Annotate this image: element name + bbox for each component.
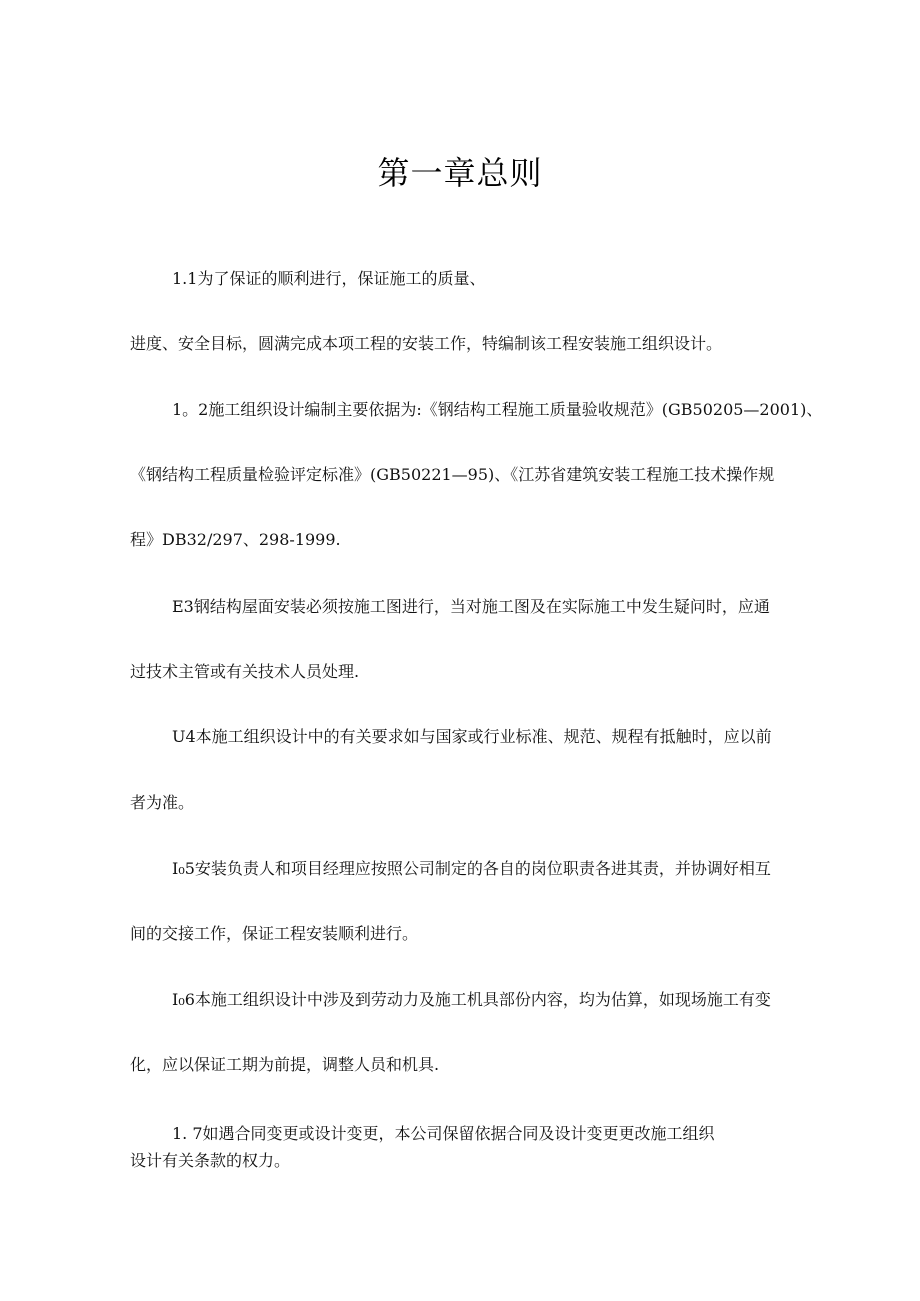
paragraph-1-5-line-1: I₀5安装负责人和项目经理应按照公司制定的各自的岗位职责各进其责，并协调好相互 <box>172 859 771 878</box>
paragraph-1-4-line-1: U4本施工组织设计中的有关要求如与国家或行业标准、规范、规程有抵触时，应以前 <box>172 727 772 746</box>
paragraph-1-2-line-1: 1。2施工组织设计编制主要依据为:《钢结构工程施工质量验收规范》(GB50205—2001)、 <box>172 400 823 419</box>
paragraph-1-6-line-2: 化，应以保证工期为前提，调整人员和机具. <box>130 1055 440 1074</box>
paragraph-1-6-line-1: I₀6本施工组织设计中涉及到劳动力及施工机具部份内容，均为估算，如现场施工有变 <box>172 990 771 1009</box>
paragraph-1-7-line-2: 设计有关条款的权力。 <box>130 1151 291 1170</box>
page-title: 第一章总则 <box>377 154 543 192</box>
paragraph-1-7-line-1: 1. 7如遇合同变更或设计变更，本公司保留依据合同及设计变更更改施工组织 <box>172 1124 715 1143</box>
paragraph-1-1-line-2: 进度、安全目标，圆满完成本项工程的安装工作，特编制该工程安装施工组织设计。 <box>130 334 723 353</box>
paragraph-1-4-line-2: 者为准。 <box>130 793 195 812</box>
paragraph-1-3-line-1: E3钢结构屋面安装必须按施工图进行，当对施工图及在实际施工中发生疑问时，应通 <box>172 597 770 616</box>
paragraph-1-3-line-2: 过技术主管或有关技术人员处理. <box>130 662 360 681</box>
paragraph-1-2-line-3: 程》DB32/297、298-1999. <box>130 530 341 549</box>
paragraph-1-1-line-1: 1.1为了保证的顺利进行，保证施工的质量、 <box>172 269 486 288</box>
paragraph-1-5-line-2: 间的交接工作，保证工程安装顺利进行。 <box>130 924 419 943</box>
paragraph-1-2-line-2: 《钢结构工程质量检验评定标准》(GB50221—95)、《江苏省建筑安装工程施工技术操作规 <box>130 465 775 484</box>
